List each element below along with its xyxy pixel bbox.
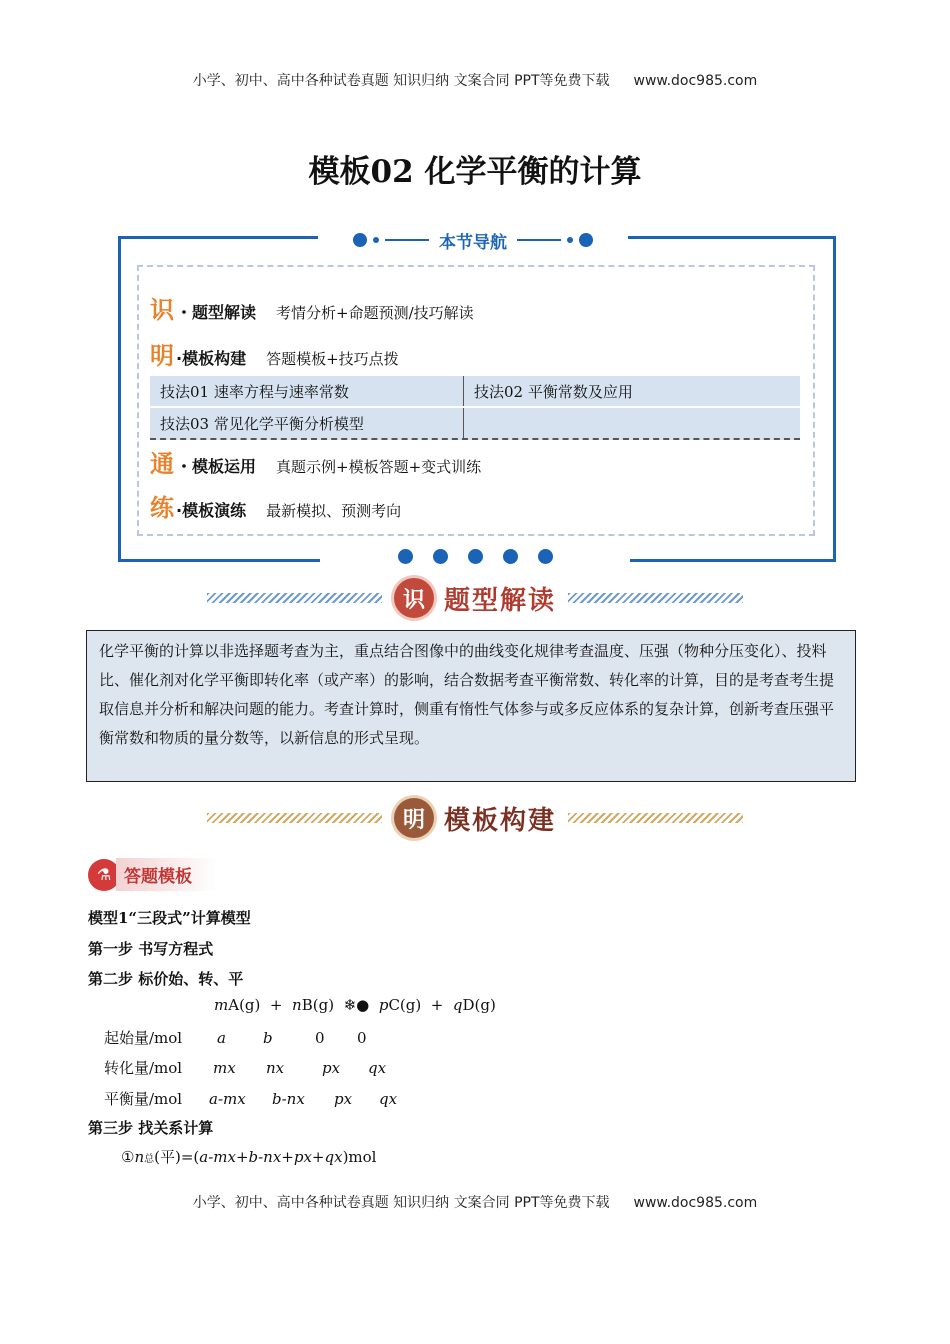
nav-label: 模板演练: [182, 501, 247, 520]
nav-desc: 最新模拟、预测考向: [266, 502, 402, 520]
stripe-decoration: [207, 593, 382, 603]
cell: qx: [368, 1059, 387, 1077]
nav-item-lian[interactable]: [150, 488, 401, 523]
nav-label: 模板运用: [192, 457, 257, 476]
cell: a: [217, 1029, 226, 1047]
dot-icon: [579, 233, 593, 247]
nav-sep: ・: [176, 457, 193, 476]
nav-item-shi[interactable]: [150, 290, 474, 325]
nav-sep: ·: [176, 349, 183, 368]
cell: a-mx: [209, 1090, 246, 1108]
stripe-decoration: [207, 813, 382, 823]
cell: qx: [379, 1090, 398, 1108]
page-header: [0, 70, 950, 90]
step-1: 第一步 书写方程式: [88, 940, 214, 958]
nav-char: 明: [150, 341, 174, 370]
nav-char: 通: [150, 449, 174, 478]
nav-desc: 答题模板+技巧点拨: [266, 350, 399, 368]
intro-box: 化学平衡的计算以非选择题考查为主，重点结合图像中的曲线变化规律考查温度、压强（物种分压变化）、投料比、催化剂对化学平衡即转化率（或产率）的影响，结合数据考查平衡常数、转化率的计算，目的是考查考生提取信息并分析和解决问题的能力。考查计算时，侧重有惰性气体参与或多反应体系的复杂计算，创新考查压强平衡常数和物质的量分数等，以新信息的形式呈现。: [86, 630, 856, 782]
tag-text: 答题模板: [116, 858, 218, 891]
cell: mx: [213, 1059, 236, 1077]
cell: b-nx: [272, 1090, 305, 1108]
dot-icon: [353, 233, 367, 247]
section-banner-interpretation: [0, 578, 950, 618]
calc-subscript: 总: [144, 1154, 155, 1165]
coef-p: p: [378, 996, 389, 1014]
technique-table: [150, 376, 800, 440]
dot-icon: [538, 549, 553, 564]
header-site[interactable]: www.doc985.com: [633, 73, 758, 89]
footer-text: 小学、初中、高中各种试卷真题 知识归纳 文案合同 PPT等免费下载: [192, 1195, 610, 1211]
table-row-equilibrium: [104, 1088, 409, 1109]
step-3: 第三步 找关系计算: [88, 1119, 214, 1137]
coef-m: m: [214, 996, 229, 1014]
page-footer: [0, 1192, 950, 1212]
cell: px: [334, 1090, 353, 1108]
species-a: A(g): [228, 996, 261, 1014]
answer-template-tag: [88, 858, 218, 891]
nav-item-ming[interactable]: [150, 336, 399, 371]
nav-heading: [318, 226, 628, 254]
section-title: 模板构建: [443, 805, 556, 836]
stripe-decoration: [568, 593, 743, 603]
technique-row: [150, 408, 800, 440]
model-title: 模型1“三段式”计算模型: [88, 909, 251, 927]
cell: 0: [315, 1029, 325, 1047]
dot-icon: [433, 549, 448, 564]
row-label: 平衡量/mol: [104, 1090, 183, 1108]
plus-sign: +: [430, 996, 444, 1014]
row-label: 转化量/mol: [104, 1059, 183, 1077]
section-banner-construction: [0, 798, 950, 838]
flask-icon: ⚗: [88, 859, 120, 891]
header-text: 小学、初中、高中各种试卷真题 知识归纳 文案合同 PPT等免费下载: [192, 73, 610, 89]
cell: b: [263, 1029, 273, 1047]
bar-icon: [385, 239, 429, 241]
table-row-initial: [104, 1027, 387, 1048]
dot-icon: [468, 549, 483, 564]
nav-desc: 考情分析+命题预测/技巧解读: [276, 304, 474, 322]
technique-item[interactable]: 技法02 平衡常数及应用: [474, 382, 633, 401]
nav-sep: ・: [176, 303, 193, 322]
plus-sign: +: [269, 996, 283, 1014]
nav-label: 题型解读: [192, 303, 257, 322]
cell: nx: [266, 1059, 285, 1077]
seal-icon: 识: [394, 578, 434, 618]
page-title: 模板02 化学平衡的计算: [308, 154, 642, 190]
step-2: 第二步 标价始、转、平: [88, 970, 244, 988]
coef-q: q: [452, 996, 463, 1014]
bar-icon: [517, 239, 561, 241]
cell: px: [322, 1059, 341, 1077]
calc-symbol: n: [134, 1148, 145, 1166]
coef-n: n: [292, 996, 302, 1014]
calc-line: [121, 1146, 376, 1167]
calc-number: ①: [121, 1148, 135, 1166]
species-c: C(g): [388, 996, 422, 1014]
reaction-equation: [214, 996, 496, 1014]
nav-sep: ·: [176, 501, 183, 520]
nav-label: 模板构建: [182, 349, 247, 368]
row-label: 起始量/mol: [104, 1029, 183, 1047]
footer-site[interactable]: www.doc985.com: [633, 1195, 758, 1211]
species-d: D(g): [462, 996, 496, 1014]
technique-item[interactable]: 技法01 速率方程与速率常数: [150, 376, 464, 406]
cell: 0: [357, 1029, 367, 1047]
stripe-decoration: [568, 813, 743, 823]
section-title: 题型解读: [443, 585, 556, 616]
equilibrium-arrow-icon: ❄●: [343, 996, 370, 1014]
calc-text: (平)=(: [154, 1148, 200, 1166]
species-b: B(g): [301, 996, 335, 1014]
table-row-change: [104, 1057, 398, 1078]
nav-desc: 真题示例+模板答题+变式训练: [276, 458, 482, 476]
nav-heading-text: 本节导航: [439, 232, 507, 253]
nav-char: 识: [150, 295, 174, 324]
dot-icon: [567, 237, 573, 243]
nav-footer-dots: [320, 545, 630, 567]
technique-item[interactable]: 技法03 常见化学平衡分析模型: [150, 408, 464, 438]
dot-icon: [373, 237, 379, 243]
calc-unit: )mol: [342, 1148, 377, 1166]
technique-row: [150, 376, 800, 406]
calc-expression: a-mx+b-nx+px+qx: [199, 1148, 343, 1166]
dot-icon: [503, 549, 518, 564]
nav-item-tong[interactable]: [150, 444, 481, 479]
dot-icon: [398, 549, 413, 564]
seal-icon: 明: [394, 798, 434, 838]
nav-char: 练: [150, 493, 174, 522]
